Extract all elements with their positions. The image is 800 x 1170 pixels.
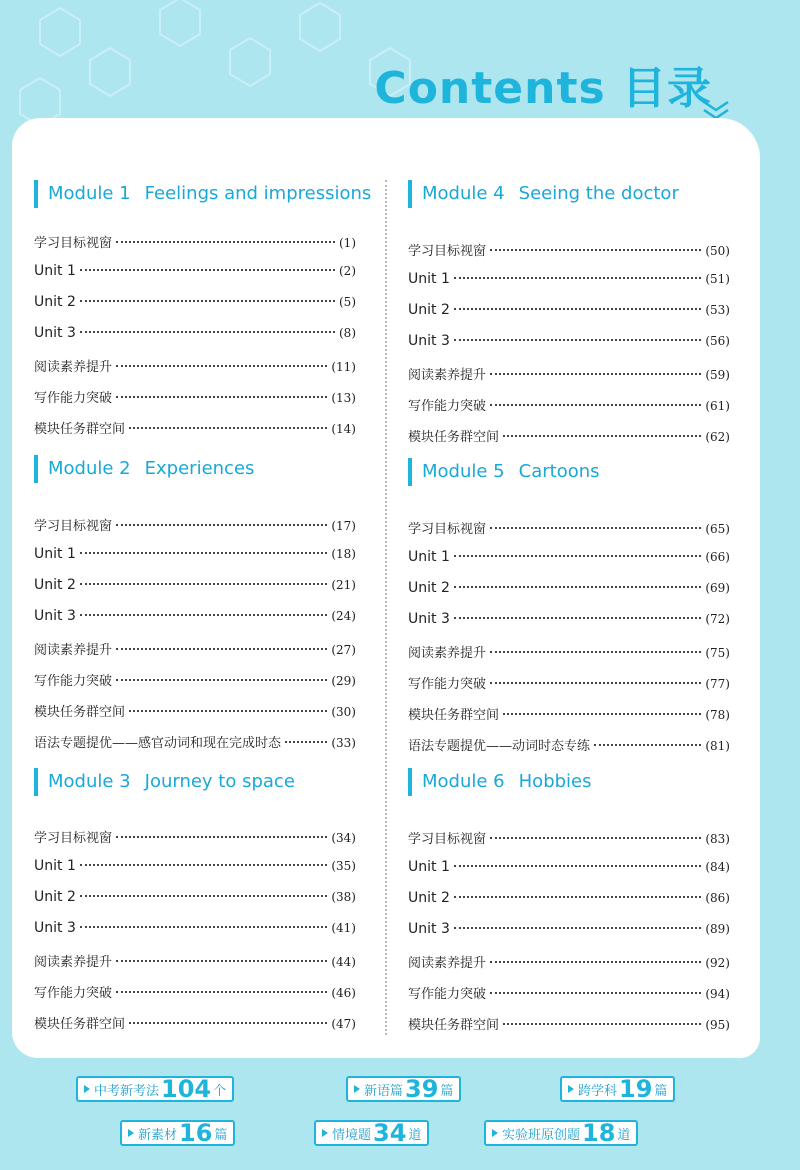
leader-dots <box>503 435 701 437</box>
leader-dots <box>490 682 701 684</box>
feature-badge <box>484 1120 638 1146</box>
toc-entry-label: 阅读素养提升 <box>408 956 487 971</box>
toc-entry[interactable] <box>408 890 730 912</box>
toc-entry-page: (17) <box>331 519 356 533</box>
toc-entry-label: 写作能力突破 <box>34 391 113 406</box>
toc-entry[interactable] <box>408 859 730 881</box>
toc-entry-page: (35) <box>331 859 356 873</box>
toc-entry[interactable] <box>408 271 730 293</box>
leader-dots <box>490 651 701 653</box>
toc-entry[interactable] <box>34 827 356 849</box>
toc-entry-page: (72) <box>705 612 730 626</box>
leader-dots <box>116 241 335 243</box>
leader-dots <box>490 249 701 251</box>
badge-number: 39 <box>405 1075 439 1103</box>
badge-suffix: 道 <box>617 1127 631 1143</box>
toc-entry[interactable] <box>408 611 730 633</box>
leader-dots <box>116 524 327 526</box>
feature-badges <box>0 1070 800 1170</box>
toc-entry-page: (53) <box>705 303 730 317</box>
toc-entry[interactable] <box>408 302 730 324</box>
toc-entry-page: (41) <box>331 921 356 935</box>
leader-dots <box>490 961 701 963</box>
toc-entry-page: (8) <box>339 326 356 340</box>
leader-dots <box>490 837 701 839</box>
toc-entry-page: (14) <box>331 422 356 436</box>
toc-entry-label: Unit 1 <box>34 858 76 874</box>
toc-entry[interactable] <box>34 294 356 316</box>
play-triangle-icon <box>84 1085 90 1093</box>
toc-entry-label: 阅读素养提升 <box>34 955 113 970</box>
module-name: Feelings and impressions <box>144 183 372 204</box>
toc-entry-label: 语法专题提优——动词时态专练 <box>408 739 591 754</box>
leader-dots <box>80 331 335 333</box>
toc-entry[interactable] <box>34 232 356 254</box>
badge-prefix: 情境题 <box>332 1127 372 1143</box>
leader-dots <box>80 300 335 302</box>
toc-entry-label: Unit 1 <box>408 549 450 565</box>
play-triangle-icon <box>322 1129 328 1137</box>
toc-entry-page: (50) <box>705 244 730 258</box>
toc-entry-page: (38) <box>331 890 356 904</box>
module-heading <box>34 455 393 483</box>
badge-prefix: 跨学科 <box>578 1083 618 1099</box>
leader-dots <box>490 404 701 406</box>
module-number: Module 4 <box>422 183 505 204</box>
toc-entry[interactable] <box>408 518 730 540</box>
toc-entry-page: (84) <box>705 860 730 874</box>
leader-dots <box>80 864 328 866</box>
toc-entry-label: Unit 3 <box>408 611 450 627</box>
module-heading <box>408 180 767 208</box>
toc-entry-label: Unit 3 <box>34 920 76 936</box>
toc-entry[interactable] <box>408 333 730 355</box>
module-name: Experiences <box>144 458 255 479</box>
leader-dots <box>490 527 701 529</box>
leader-dots <box>116 648 327 650</box>
leader-dots <box>594 744 701 746</box>
toc-entry[interactable] <box>34 732 356 754</box>
module-name: Journey to space <box>144 771 295 792</box>
toc-entry-page: (21) <box>331 578 356 592</box>
toc-entry[interactable] <box>34 387 356 409</box>
toc-entry-label: Unit 1 <box>34 263 76 279</box>
badge-number: 19 <box>619 1075 653 1103</box>
toc-entry-label: 模块任务群空间 <box>34 422 126 437</box>
toc-entry-label: Unit 3 <box>408 921 450 937</box>
toc-entry-label: 语法专题提优——感官动词和现在完成时态 <box>34 736 282 751</box>
module-name: Seeing the doctor <box>518 183 679 204</box>
toc-entry-page: (11) <box>331 360 356 374</box>
toc-entry-page: (33) <box>331 736 356 750</box>
play-triangle-icon <box>492 1129 498 1137</box>
toc-entry[interactable] <box>408 642 730 664</box>
badge-number: 18 <box>582 1119 616 1147</box>
toc-entry[interactable] <box>408 240 730 262</box>
toc-entry-page: (56) <box>705 334 730 348</box>
leader-dots <box>116 396 327 398</box>
toc-entry-label: 写作能力突破 <box>34 674 113 689</box>
leader-dots <box>80 552 328 554</box>
badge-suffix: 篇 <box>214 1127 228 1143</box>
module-number: Module 1 <box>48 183 131 204</box>
toc-entry-page: (94) <box>705 987 730 1001</box>
toc-entry-label: Unit 1 <box>408 271 450 287</box>
toc-entry-page: (24) <box>331 609 356 623</box>
toc-entry[interactable] <box>34 418 356 440</box>
toc-entry-page: (51) <box>705 272 730 286</box>
toc-entry-page: (2) <box>339 264 356 278</box>
toc-entry-label: 写作能力突破 <box>408 399 487 414</box>
badge-suffix: 篇 <box>440 1083 454 1099</box>
toc-entry[interactable] <box>34 577 356 599</box>
play-triangle-icon <box>354 1085 360 1093</box>
toc-entry-page: (69) <box>705 581 730 595</box>
leader-dots <box>80 926 328 928</box>
toc-entry-label: 模块任务群空间 <box>408 708 500 723</box>
module-number: Module 3 <box>48 771 131 792</box>
module-heading <box>408 768 767 796</box>
feature-badge <box>346 1076 461 1102</box>
toc-entry-label: Unit 1 <box>408 859 450 875</box>
module-number: Module 2 <box>48 458 131 479</box>
toc-entry[interactable] <box>408 580 730 602</box>
toc-entry[interactable] <box>408 549 730 571</box>
leader-dots <box>80 269 335 271</box>
leader-dots <box>129 427 327 429</box>
toc-entry-label: Unit 2 <box>408 580 450 596</box>
leader-dots <box>116 836 327 838</box>
toc-entry-label: 模块任务群空间 <box>408 1018 500 1033</box>
toc-entry[interactable] <box>408 983 730 1005</box>
toc-entry[interactable] <box>408 704 730 726</box>
badge-number: 104 <box>161 1075 212 1103</box>
toc-entry-label: 写作能力突破 <box>408 677 487 692</box>
leader-dots <box>503 1023 701 1025</box>
toc-entry-label: 阅读素养提升 <box>34 360 113 375</box>
toc-entry[interactable] <box>408 673 730 695</box>
module-heading <box>408 458 767 486</box>
leader-dots <box>285 741 327 743</box>
module-name: Hobbies <box>518 771 592 792</box>
toc-entry-page: (89) <box>705 922 730 936</box>
leader-dots <box>490 992 701 994</box>
page-header <box>374 52 712 123</box>
toc-entry-page: (1) <box>339 236 356 250</box>
toc-entry[interactable] <box>34 356 356 378</box>
page-title: Contents 目录 <box>374 52 712 123</box>
toc-entry[interactable] <box>408 364 730 386</box>
toc-entry-page: (81) <box>705 739 730 753</box>
toc-entry-page: (47) <box>331 1017 356 1031</box>
toc-entry-page: (18) <box>331 547 356 561</box>
leader-dots <box>129 710 327 712</box>
badge-suffix: 个 <box>213 1083 227 1099</box>
toc-entry[interactable] <box>34 670 356 692</box>
toc-entry-label: Unit 2 <box>34 294 76 310</box>
toc-entry[interactable] <box>408 921 730 943</box>
toc-entry-label: 学习目标视窗 <box>34 519 113 534</box>
toc-entry-label: Unit 3 <box>408 333 450 349</box>
leader-dots <box>454 865 702 867</box>
leader-dots <box>80 614 328 616</box>
toc-entry-label: 模块任务群空间 <box>408 430 500 445</box>
leader-dots <box>454 555 702 557</box>
toc-entry-page: (5) <box>339 295 356 309</box>
toc-entry-page: (62) <box>705 430 730 444</box>
toc-entry-page: (83) <box>705 832 730 846</box>
leader-dots <box>454 339 702 341</box>
toc-entry-label: Unit 2 <box>408 890 450 906</box>
toc-entry-page: (30) <box>331 705 356 719</box>
toc-entry-page: (13) <box>331 391 356 405</box>
toc-entry[interactable] <box>34 982 356 1004</box>
leader-dots <box>454 277 702 279</box>
badge-prefix: 新语篇 <box>364 1083 404 1099</box>
toc-entry-label: 学习目标视窗 <box>34 236 113 251</box>
toc-entry-label: 学习目标视窗 <box>408 522 487 537</box>
module-heading <box>34 768 393 796</box>
toc-entry-page: (29) <box>331 674 356 688</box>
leader-dots <box>454 896 702 898</box>
toc-entry-page: (92) <box>705 956 730 970</box>
toc-entry[interactable] <box>408 828 730 850</box>
toc-entry-page: (77) <box>705 677 730 691</box>
toc-entry-page: (46) <box>331 986 356 1000</box>
toc-entry[interactable] <box>34 701 356 723</box>
toc-entry[interactable] <box>34 325 356 347</box>
toc-entry-label: Unit 2 <box>34 577 76 593</box>
toc-entry[interactable] <box>34 546 356 568</box>
leader-dots <box>80 583 328 585</box>
leader-dots <box>116 679 327 681</box>
leader-dots <box>454 308 702 310</box>
leader-dots <box>454 586 702 588</box>
toc-entry-label: Unit 3 <box>34 608 76 624</box>
toc-entry-label: 写作能力突破 <box>34 986 113 1001</box>
toc-entry-page: (78) <box>705 708 730 722</box>
leader-dots <box>503 713 701 715</box>
toc-entry-label: Unit 3 <box>34 325 76 341</box>
leader-dots <box>116 960 327 962</box>
play-triangle-icon <box>568 1085 574 1093</box>
module-name: Cartoons <box>518 461 600 482</box>
toc-entry-label: 阅读素养提升 <box>408 368 487 383</box>
toc-entry-page: (95) <box>705 1018 730 1032</box>
toc-entry[interactable] <box>408 1014 730 1036</box>
toc-entry-page: (75) <box>705 646 730 660</box>
toc-entry-page: (34) <box>331 831 356 845</box>
badge-number: 34 <box>373 1119 407 1147</box>
toc-entry[interactable] <box>34 515 356 537</box>
toc-entry-page: (86) <box>705 891 730 905</box>
badge-suffix: 篇 <box>654 1083 668 1099</box>
badge-prefix: 中考新考法 <box>94 1083 160 1099</box>
module-heading <box>34 180 393 208</box>
toc-entry[interactable] <box>34 639 356 661</box>
toc-entry[interactable] <box>34 951 356 973</box>
leader-dots <box>116 991 327 993</box>
toc-entry[interactable] <box>408 426 730 448</box>
feature-badge <box>314 1120 429 1146</box>
feature-badge <box>560 1076 675 1102</box>
toc-entry-label: 模块任务群空间 <box>34 705 126 720</box>
module-number: Module 5 <box>422 461 505 482</box>
toc-entry-page: (27) <box>331 643 356 657</box>
toc-entry-page: (66) <box>705 550 730 564</box>
badge-suffix: 道 <box>408 1127 422 1143</box>
toc-entry-page: (65) <box>705 522 730 536</box>
toc-entry-label: 模块任务群空间 <box>34 1017 126 1032</box>
toc-entry-page: (44) <box>331 955 356 969</box>
leader-dots <box>490 373 701 375</box>
toc-entry-page: (61) <box>705 399 730 413</box>
toc-entry[interactable] <box>34 889 356 911</box>
toc-entry[interactable] <box>34 608 356 630</box>
toc-entry-label: Unit 2 <box>408 302 450 318</box>
toc-entry[interactable] <box>408 735 730 757</box>
toc-entry-label: Unit 2 <box>34 889 76 905</box>
toc-entry-label: 学习目标视窗 <box>408 832 487 847</box>
toc-entry-page: (59) <box>705 368 730 382</box>
toc-entry-label: 阅读素养提升 <box>408 646 487 661</box>
column-divider <box>385 180 387 1035</box>
leader-dots <box>129 1022 327 1024</box>
leader-dots <box>116 365 327 367</box>
toc-entry[interactable] <box>34 858 356 880</box>
module-number: Module 6 <box>422 771 505 792</box>
toc-entry[interactable] <box>34 1013 356 1035</box>
badge-prefix: 实验班原创题 <box>502 1127 581 1143</box>
toc-entry[interactable] <box>34 920 356 942</box>
leader-dots <box>454 927 702 929</box>
leader-dots <box>80 895 328 897</box>
badge-number: 16 <box>179 1119 213 1147</box>
toc-entry-label: 写作能力突破 <box>408 987 487 1002</box>
toc-entry[interactable] <box>34 263 356 285</box>
toc-entry-label: 阅读素养提升 <box>34 643 113 658</box>
leader-dots <box>454 617 702 619</box>
toc-entry[interactable] <box>408 395 730 417</box>
toc-entry[interactable] <box>408 952 730 974</box>
toc-entry-label: 学习目标视窗 <box>34 831 113 846</box>
toc-entry-label: 学习目标视窗 <box>408 244 487 259</box>
play-triangle-icon <box>128 1129 134 1137</box>
toc-entry-label: Unit 1 <box>34 546 76 562</box>
badge-prefix: 新素材 <box>138 1127 178 1143</box>
feature-badge <box>76 1076 234 1102</box>
feature-badge <box>120 1120 235 1146</box>
